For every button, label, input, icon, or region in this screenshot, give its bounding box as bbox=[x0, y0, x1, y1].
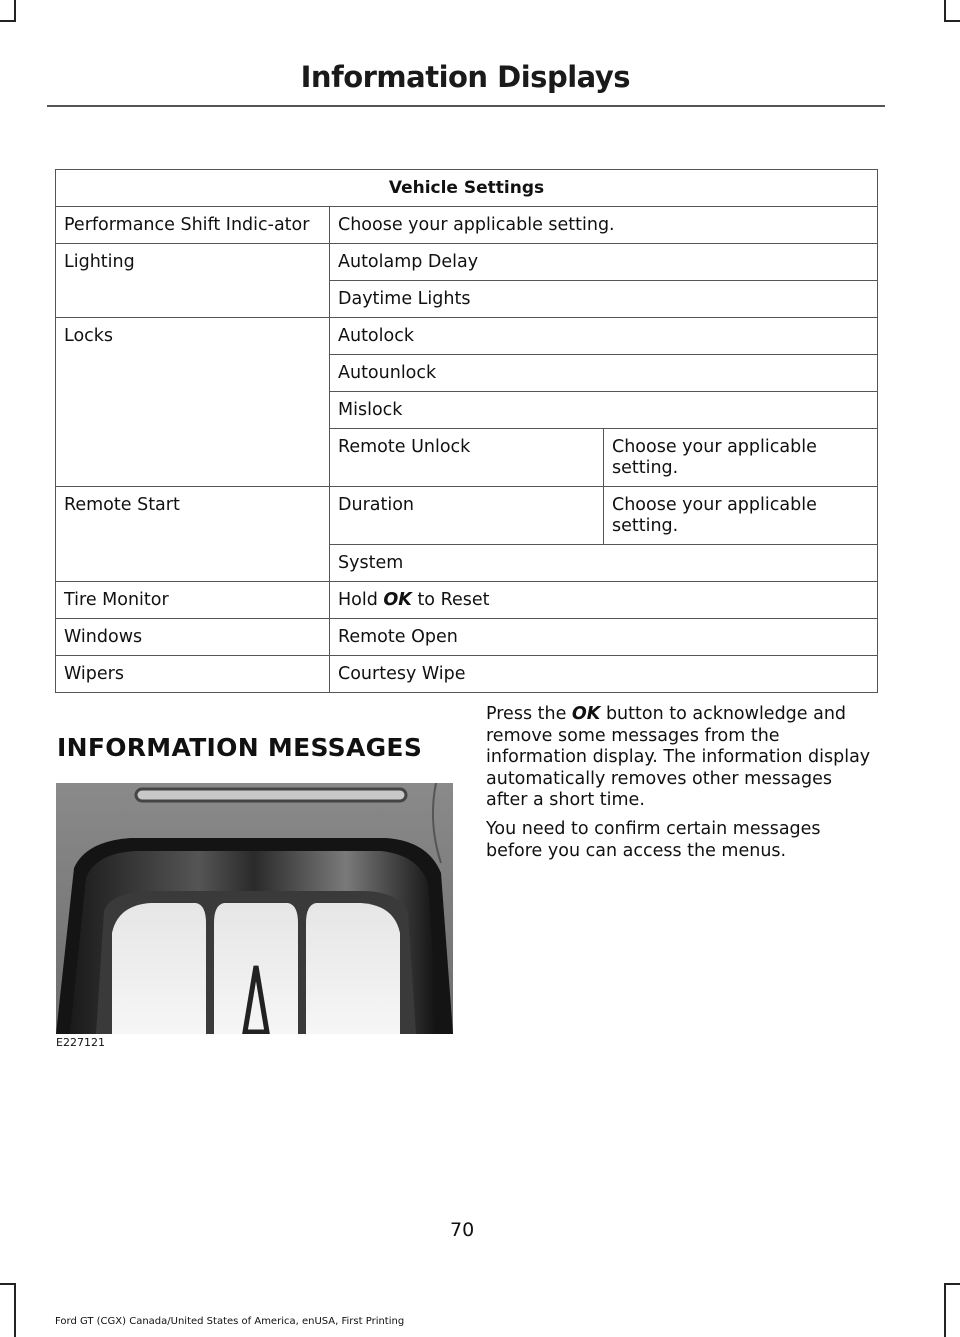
table-row bbox=[56, 619, 878, 656]
setting-value: Autolamp Delay bbox=[330, 244, 878, 281]
setting-label: Remote Start bbox=[56, 487, 330, 582]
crop-mark bbox=[944, 1283, 960, 1285]
ok-keyword: OK bbox=[383, 590, 412, 610]
setting-value: Choose your applicable setting. bbox=[604, 487, 878, 545]
setting-label: Tire Monitor bbox=[56, 582, 330, 619]
paragraph-acknowledge bbox=[486, 704, 878, 812]
setting-label: Wipers bbox=[56, 656, 330, 693]
page-number: 70 bbox=[450, 1219, 475, 1241]
crop-mark bbox=[14, 0, 16, 22]
setting-value: Choose your applicable setting. bbox=[330, 207, 878, 244]
footer-text: Ford GT (CGX) Canada/United States of America, enUSA, First Printing bbox=[55, 1316, 405, 1327]
setting-value: Courtesy Wipe bbox=[330, 656, 878, 693]
table-heading: Vehicle Settings bbox=[56, 170, 878, 207]
setting-label: Performance Shift Indic-ator bbox=[56, 207, 330, 244]
table-row bbox=[56, 318, 878, 355]
setting-value: Remote Open bbox=[330, 619, 878, 656]
setting-value bbox=[330, 582, 878, 619]
paragraph-confirm: You need to confirm certain messages before you can access the menus. bbox=[486, 819, 821, 861]
figure-code: E227121 bbox=[56, 1036, 105, 1049]
section-heading: INFORMATION MESSAGES bbox=[57, 733, 423, 762]
value-suffix: to Reset bbox=[417, 590, 490, 610]
paragraph-suffix: button to acknowledge and remove some messages from the information display. The information display automatically removes other messages after a short time. bbox=[486, 704, 871, 810]
paragraph-prefix: Press the bbox=[486, 704, 567, 724]
table-row bbox=[56, 207, 878, 244]
header-rule bbox=[47, 105, 885, 107]
value-prefix: Hold bbox=[338, 590, 378, 610]
setting-label: Windows bbox=[56, 619, 330, 656]
ok-button-illustration bbox=[56, 783, 453, 1034]
crop-mark bbox=[944, 0, 946, 22]
crop-mark bbox=[14, 1283, 16, 1337]
setting-sublabel: Remote Unlock bbox=[330, 429, 604, 487]
ok-button-photo bbox=[56, 783, 453, 1034]
setting-label: Lighting bbox=[56, 244, 330, 318]
table-row bbox=[56, 487, 878, 545]
page-header-title: Information Displays bbox=[300, 60, 630, 94]
vehicle-settings-table bbox=[55, 169, 878, 693]
setting-label: Locks bbox=[56, 318, 330, 487]
setting-value: Choose your applicable setting. bbox=[604, 429, 878, 487]
crop-mark bbox=[0, 1283, 16, 1285]
setting-value: Daytime Lights bbox=[330, 281, 878, 318]
crop-mark bbox=[0, 20, 16, 22]
setting-value: System bbox=[330, 545, 878, 582]
setting-sublabel: Duration bbox=[330, 487, 604, 545]
setting-value: Autounlock bbox=[330, 355, 878, 392]
table-header-row bbox=[56, 170, 878, 207]
crop-mark bbox=[944, 1283, 946, 1337]
ok-keyword: OK bbox=[571, 704, 601, 724]
table-row bbox=[56, 656, 878, 693]
setting-value: Mislock bbox=[330, 392, 878, 429]
table-row bbox=[56, 244, 878, 281]
setting-value: Autolock bbox=[330, 318, 878, 355]
table-row bbox=[56, 582, 878, 619]
crop-mark bbox=[944, 20, 960, 22]
